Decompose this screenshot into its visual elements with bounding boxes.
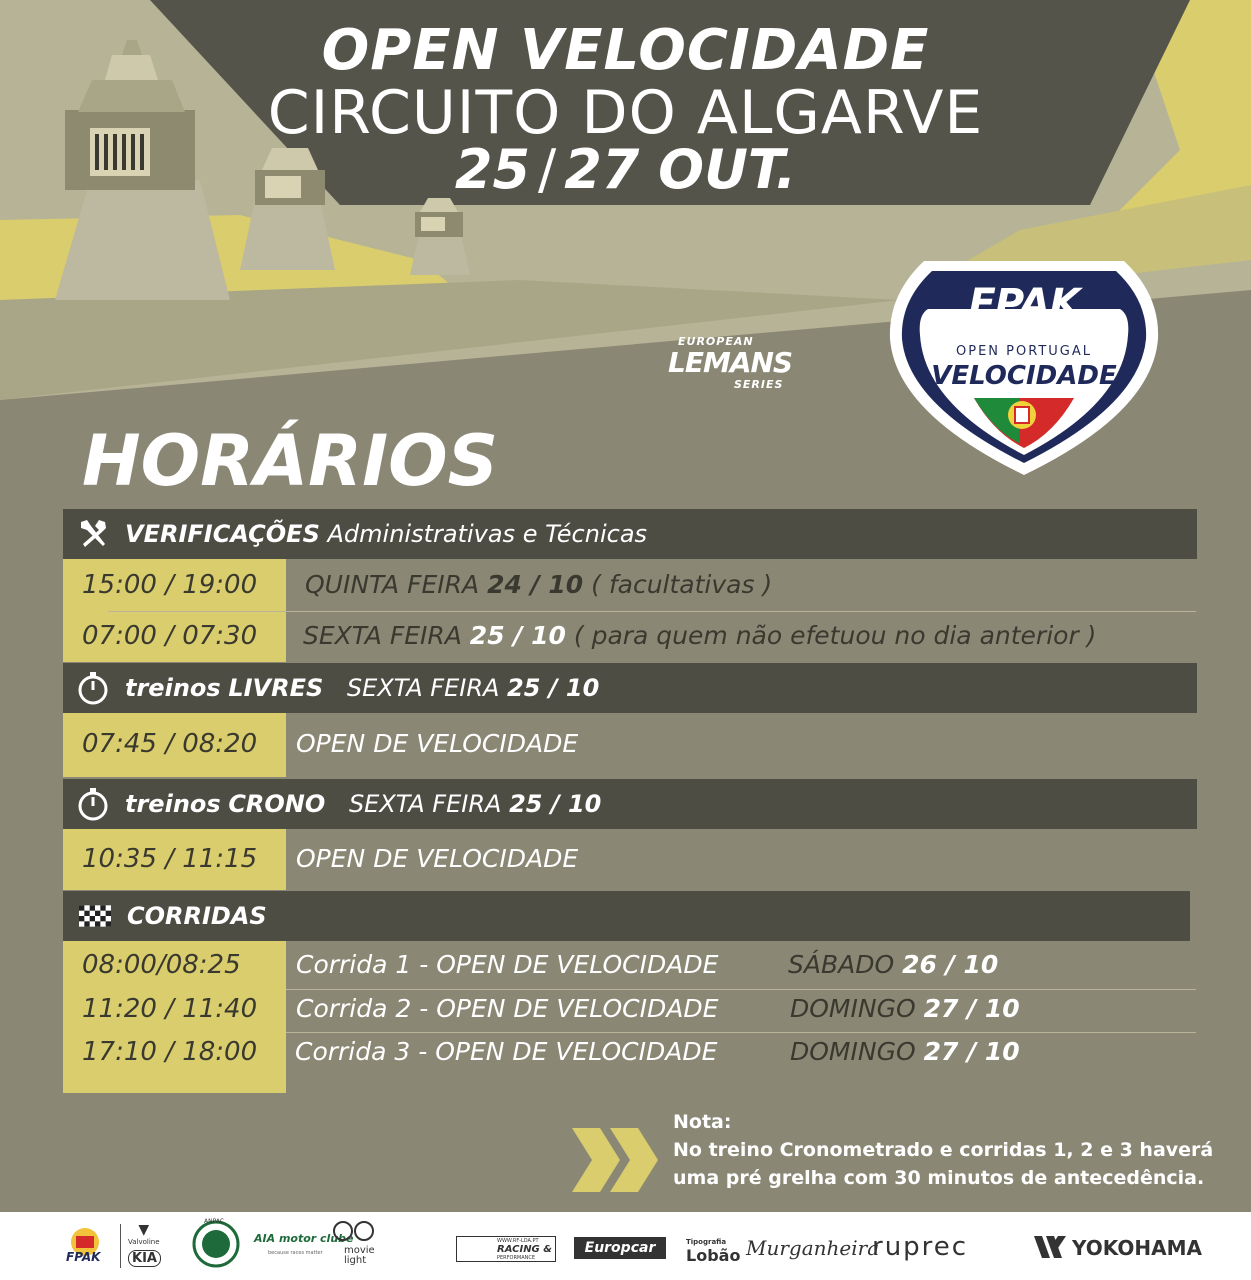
time-range: 08:00/08:25 bbox=[82, 950, 241, 980]
racing-sub: PERFORMANCE bbox=[497, 1255, 536, 1261]
checkered-flag-icon bbox=[73, 900, 117, 932]
lemans-main-text: LEMANS bbox=[668, 346, 793, 379]
note-line-2: uma pré grelha com 30 minutos de antecedência. bbox=[673, 1167, 1205, 1189]
anpac-text: ANPAC bbox=[204, 1218, 225, 1225]
lobao-logo: Lobão bbox=[686, 1246, 741, 1265]
event-dates bbox=[0, 138, 1251, 201]
row-day: DOMINGO bbox=[790, 994, 916, 1023]
time-range: 17:10 / 18:00 bbox=[82, 1037, 258, 1067]
note-block bbox=[673, 1108, 1213, 1192]
section-crono-prefix: treinos bbox=[125, 790, 221, 818]
lemans-top-text: EUROPEAN bbox=[678, 335, 754, 348]
section-verificacoes bbox=[63, 509, 1197, 559]
section-crono-day: SEXTA FEIRA bbox=[348, 790, 502, 818]
ruprec-logo: ruprec bbox=[872, 1232, 969, 1262]
kia-logo: KIA bbox=[128, 1250, 161, 1267]
time-range: 07:45 / 08:20 bbox=[82, 729, 258, 759]
row-date: 27 / 10 bbox=[923, 994, 1020, 1023]
section-crono-title bbox=[125, 779, 601, 829]
movie-light-icon bbox=[332, 1220, 376, 1242]
verificacoes-row-2 bbox=[303, 621, 1096, 650]
note-line-1: No treino Cronometrado e corridas 1, 2 e 3 haverá bbox=[673, 1139, 1214, 1161]
section-verificacoes-rest: Administrativas e Técnicas bbox=[327, 520, 648, 548]
lemans-bottom-text: SERIES bbox=[734, 378, 784, 391]
section-livres-date: 25 / 10 bbox=[507, 674, 600, 702]
section-livres-prefix: treinos bbox=[125, 674, 221, 702]
time-range: 07:00 / 07:30 bbox=[82, 621, 258, 651]
stopwatch-icon bbox=[75, 786, 111, 822]
row-divider bbox=[286, 1032, 1196, 1033]
event-title: OPEN VELOCIDADE bbox=[321, 18, 930, 83]
section-corridas-title bbox=[127, 891, 267, 941]
yokohama-stripes-icon bbox=[1032, 1234, 1070, 1260]
event-venue: CIRCUITO DO ALGARVE bbox=[267, 78, 984, 148]
section-livres bbox=[63, 663, 1197, 713]
date-start: 25 bbox=[454, 138, 531, 201]
date-end: 27 OUT. bbox=[564, 138, 797, 201]
verificacoes-row-1 bbox=[305, 570, 772, 599]
corrida-row-3-date bbox=[790, 1037, 1020, 1066]
section-corridas bbox=[63, 891, 1190, 941]
row-date: 24 / 10 bbox=[487, 570, 584, 599]
row-date: 25 / 10 bbox=[469, 621, 566, 650]
time-range: 15:00 / 19:00 bbox=[82, 570, 258, 600]
section-livres-title bbox=[125, 663, 599, 713]
time-range: 10:35 / 11:15 bbox=[82, 844, 258, 874]
row-note: ( para quem não efetuou no dia anterior ) bbox=[573, 621, 1097, 650]
fpak-sponsor-text: FPAK bbox=[66, 1250, 101, 1264]
row-day: SÁBADO bbox=[788, 950, 895, 979]
lobao-top-text: Tipografia bbox=[686, 1238, 727, 1246]
schedule-heading: HORÁRIOS bbox=[82, 420, 499, 502]
section-livres-bold: LIVRES bbox=[228, 674, 324, 702]
movie-light-logo bbox=[332, 1220, 376, 1266]
section-crono bbox=[63, 779, 1197, 829]
yokohama-logo bbox=[1032, 1234, 1202, 1264]
valvoline-logo: ▼ Valvoline bbox=[128, 1222, 160, 1246]
valvoline-text: Valvoline bbox=[128, 1238, 160, 1246]
section-verificacoes-bold: VERIFICAÇÕES bbox=[125, 520, 320, 548]
stopwatch-icon bbox=[75, 670, 111, 706]
fpak-badge-subtitle: OPEN PORTUGAL bbox=[956, 344, 1092, 359]
fpak-badge-title: FPAK bbox=[968, 281, 1080, 327]
crono-row-1: OPEN DE VELOCIDADE bbox=[296, 844, 579, 873]
row-divider bbox=[108, 611, 1196, 612]
anpac-logo bbox=[192, 1220, 240, 1272]
racing-url: WWW.RF-LDA.PT bbox=[497, 1238, 539, 1244]
row-note: ( facultativas ) bbox=[591, 570, 773, 599]
corrida-row-2-race: Corrida 2 - OPEN DE VELOCIDADE bbox=[296, 994, 719, 1023]
corrida-row-1-race: Corrida 1 - OPEN DE VELOCIDADE bbox=[296, 950, 719, 979]
row-day: QUINTA FEIRA bbox=[305, 570, 480, 599]
row-date: 26 / 10 bbox=[902, 950, 999, 979]
aia-tagline: because races matter bbox=[268, 1250, 323, 1256]
corrida-row-1-date bbox=[788, 950, 998, 979]
corrida-row-2-date bbox=[790, 994, 1020, 1023]
fpak-sponsor-logo bbox=[62, 1224, 108, 1272]
aia-logo: AIA motor clube bbox=[254, 1232, 354, 1245]
note-label: Nota: bbox=[673, 1111, 732, 1133]
europcar-logo: Europcar bbox=[574, 1237, 666, 1259]
section-livres-day: SEXTA FEIRA bbox=[346, 674, 500, 702]
row-day: SEXTA FEIRA bbox=[303, 621, 462, 650]
anpac-emblem-icon bbox=[192, 1220, 240, 1268]
lemans-logo bbox=[668, 335, 838, 391]
murganheira-logo: Murganheira bbox=[746, 1236, 880, 1260]
row-divider bbox=[286, 989, 1196, 990]
movie-text: movie bbox=[344, 1245, 375, 1256]
fpak-badge-main: VELOCIDADE bbox=[931, 361, 1117, 391]
light-text: light bbox=[344, 1255, 367, 1266]
fpak-badge bbox=[884, 243, 1164, 479]
row-day: DOMINGO bbox=[790, 1037, 916, 1066]
divider bbox=[120, 1224, 121, 1268]
row-date: 27 / 10 bbox=[923, 1037, 1020, 1066]
racing-text: RACING & bbox=[497, 1244, 552, 1255]
section-crono-bold: CRONO bbox=[228, 790, 326, 818]
time-range: 11:20 / 11:40 bbox=[82, 994, 258, 1024]
section-corridas-bold: CORRIDAS bbox=[127, 902, 267, 930]
livres-row-1: OPEN DE VELOCIDADE bbox=[296, 729, 579, 758]
section-crono-date: 25 / 10 bbox=[509, 790, 602, 818]
tools-icon bbox=[75, 516, 111, 552]
yokohama-text: YOKOHAMA bbox=[1072, 1236, 1202, 1260]
corrida-row-3-race: Corrida 3 - OPEN DE VELOCIDADE bbox=[295, 1037, 718, 1066]
sponsor-footer bbox=[0, 1212, 1251, 1280]
racing-performance-logo bbox=[456, 1236, 556, 1262]
date-separator: / bbox=[538, 138, 557, 201]
section-verificacoes-title bbox=[125, 509, 647, 559]
